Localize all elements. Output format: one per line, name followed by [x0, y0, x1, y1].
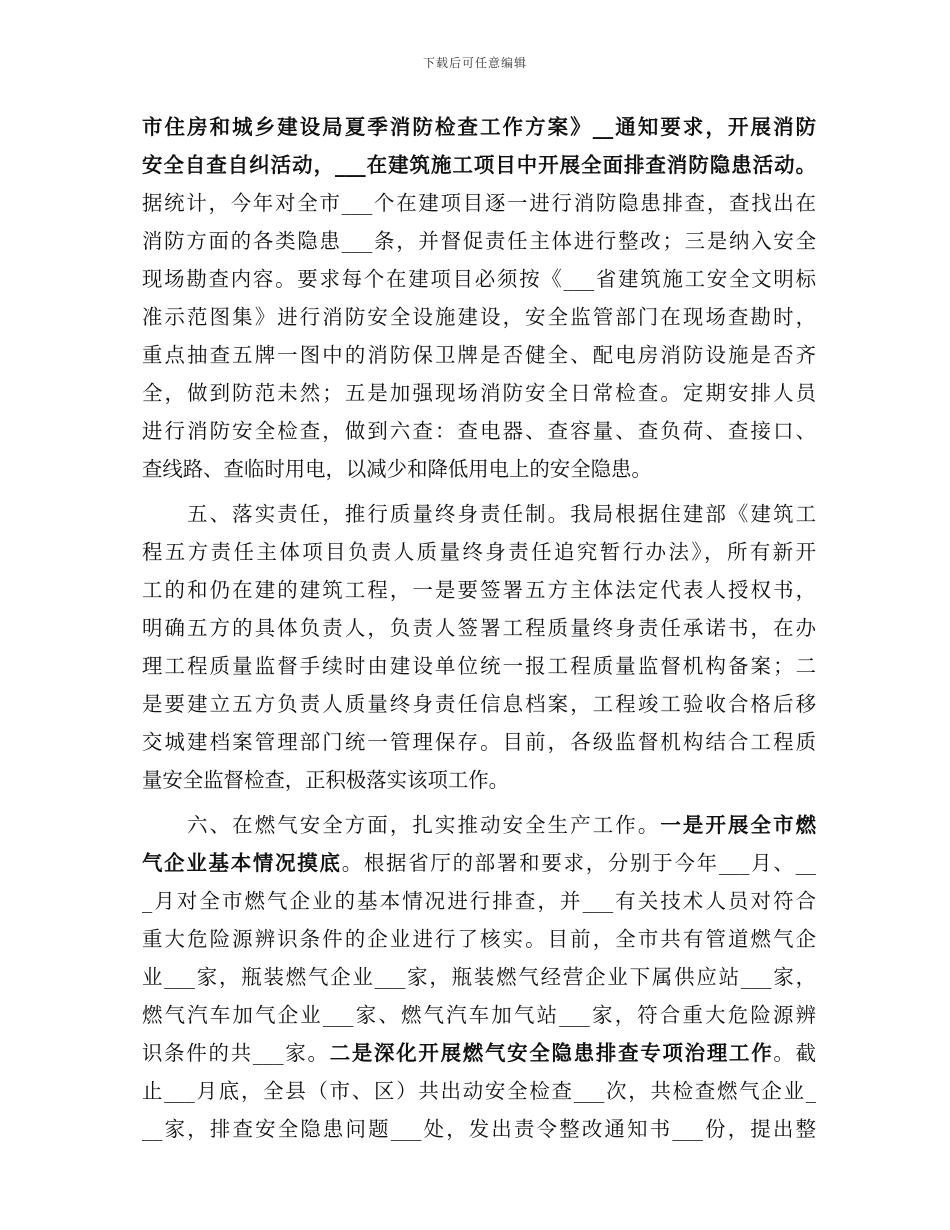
- text-segment: 进行消防安全检查，做到六查：查电器、查容量、查负荷、查接口、: [142, 419, 816, 443]
- text-line: [142, 761, 816, 799]
- text-segment: 六、在燃气安全方面，扎实推动安全生产工作。: [142, 813, 661, 837]
- text-segment: 准示范图集》进行消防安全设施建设，安全监管部门在现场查勘时，: [142, 305, 816, 329]
- text-line: [142, 609, 816, 647]
- text-line: [142, 844, 816, 882]
- text-line: [142, 1034, 816, 1072]
- text-line: [142, 374, 816, 412]
- text-segment: _月对全市燃气企业的基本情况进行排查，并___有关技术人员对符合: [142, 889, 816, 913]
- page-header: 下载后可任意编辑: [422, 56, 527, 70]
- text-line: [142, 723, 816, 761]
- text-segment: 据统计，今年对全市___个在建项目逐一进行消防隐患排查，查找出在: [142, 191, 816, 215]
- text-segment: 是要建立五方负责人质量终身责任信息档案，工程竣工验收合格后移: [142, 692, 816, 716]
- text-segment: 理工程质量监督手续时由建设单位统一报工程质量监督机构备案；二: [142, 654, 816, 678]
- text-line: [142, 336, 816, 374]
- text-line: [142, 412, 816, 450]
- text-line: [142, 533, 816, 571]
- text-segment: 。根据省厅的部署和要求，分别于今年___月、__: [341, 851, 816, 875]
- text-line: [142, 108, 816, 146]
- text-segment: 工的和仍在建的建筑工程，一是要签署五方主体法定代表人授权书，: [142, 578, 816, 602]
- text-segment: 。截: [773, 1041, 816, 1065]
- document-body: [142, 108, 816, 1148]
- text-line: [142, 806, 816, 844]
- text-segment: 现场勘查内容。要求每个在建项目必须按《___省建筑施工安全文明标: [142, 267, 816, 291]
- text-segment: 识条件的共___家。: [142, 1041, 330, 1065]
- text-segment: 交城建档案管理部门统一管理保存。目前，各级监督机构结合工程质: [142, 730, 816, 754]
- text-line: [142, 450, 816, 488]
- bold-text-segment: 二是深化开展燃气安全隐患排查专项治理工作: [329, 1041, 774, 1065]
- text-segment: 止___月底，全县（市、区）共出动安全检查___次，共检查燃气企业_: [142, 1079, 816, 1103]
- text-line: [142, 260, 816, 298]
- text-line: [142, 996, 816, 1034]
- text-segment: 查线路、查临时用电，以减少和降低用电上的安全隐患。: [142, 457, 652, 481]
- text-line: [142, 222, 816, 260]
- bold-text-segment: 市住房和城乡建设局夏季消防检查工作方案》__通知要求，开展消防: [142, 115, 816, 139]
- bold-text-segment: 一是开展全市燃: [660, 813, 817, 837]
- text-segment: 业___家，瓶装燃气企业___家，瓶装燃气经营企业下属供应站___家，: [142, 965, 816, 989]
- text-line: [142, 685, 816, 723]
- text-line: [142, 647, 816, 685]
- text-line: [142, 146, 816, 184]
- text-segment: 重大危险源辨识条件的企业进行了核实。目前，全市共有管道燃气企: [142, 927, 816, 951]
- text-line: [142, 958, 816, 996]
- bold-text-segment: 安全自查自纠活动，___在建筑施工项目中开展全面排查消防隐患活动。: [142, 153, 816, 177]
- text-segment: 消防方面的各类隐患___条，并督促责任主体进行整改；三是纳入安全: [142, 229, 816, 253]
- text-line: [142, 1072, 816, 1110]
- text-line: [142, 1110, 816, 1148]
- text-segment: 重点抽查五牌一图中的消防保卫牌是否健全、配电房消防设施是否齐: [142, 343, 816, 367]
- text-segment: __家，排查安全隐患问题___处，发出责令整改通知书___份，提出整: [142, 1117, 816, 1141]
- text-line: [142, 495, 816, 533]
- text-segment: 全，做到防范未然；五是加强现场消防安全日常检查。定期安排人员: [142, 381, 816, 405]
- bold-text-segment: 气企业基本情况摸底: [142, 851, 342, 875]
- text-line: [142, 571, 816, 609]
- text-segment: 量安全监督检查，正积极落实该项工作。: [142, 768, 510, 792]
- text-line: [142, 920, 816, 958]
- text-line: [142, 298, 816, 336]
- text-line: [142, 882, 816, 920]
- text-segment: 燃气汽车加气企业___家、燃气汽车加气站___家，符合重大危险源辨: [142, 1003, 816, 1027]
- text-segment: 程五方责任主体项目负责人质量终身责任追究暂行办法》，所有新开: [142, 540, 816, 564]
- text-segment: 五、落实责任，推行质量终身责任制。我局根据住建部《建筑工: [142, 502, 816, 526]
- text-segment: 明确五方的具体负责人，负责人签署工程质量终身责任承诺书，在办: [142, 616, 816, 640]
- text-line: [142, 184, 816, 222]
